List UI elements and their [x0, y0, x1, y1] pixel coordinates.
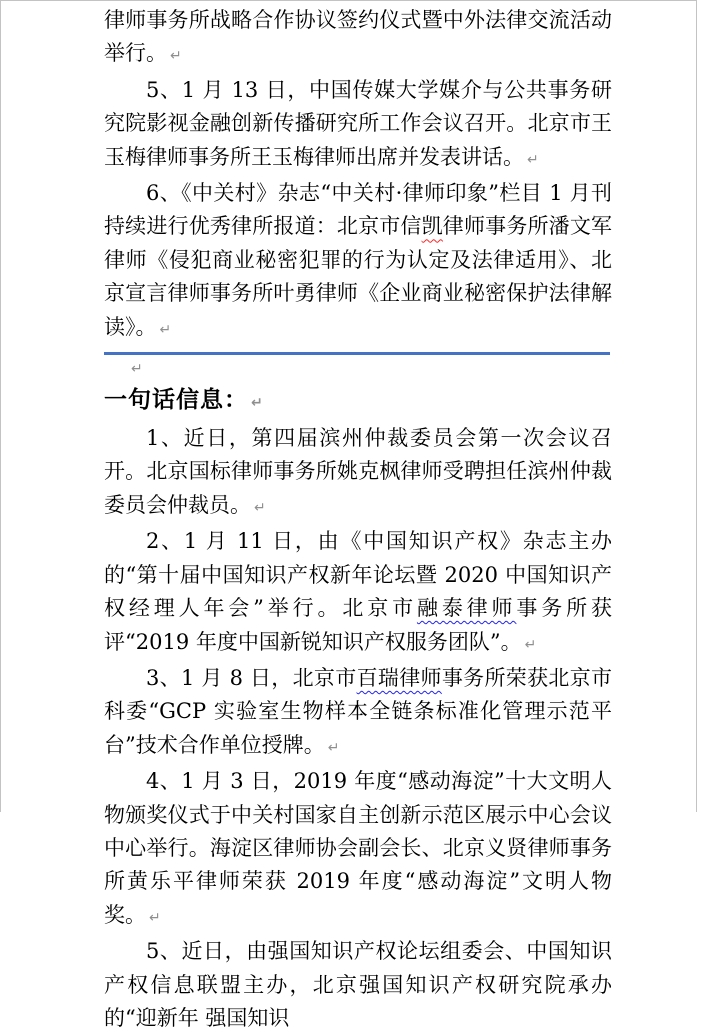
body-paragraph	[104, 177, 612, 347]
text-run: 律师事务所潘文军律师《侵犯商业秘密犯罪的行为认定及法律适用》、北京宣言律师事务所叶勇律师《企业商业秘密保护法律解读》。	[104, 214, 613, 339]
spellcheck-blue-wavy-text: 百瑞律师	[356, 665, 442, 690]
body-paragraph	[104, 422, 612, 525]
text-run: 事务所荣获北京市科委“GCP 实验室生物样本全链条标准化管理示范平台”技术合作单位授牌。	[104, 665, 613, 757]
paragraph-mark-icon: ↵	[524, 636, 537, 653]
paragraph-mark-icon: ↵	[170, 48, 182, 65]
paragraph-mark-icon: ↵	[254, 499, 266, 516]
spellcheck-red-wavy-text: 凯	[421, 214, 443, 239]
text-run: 3、1 月 8 日，北京市	[146, 665, 357, 690]
text-run: 2、1 月 11 日，由《中国知识产权》杂志主办的“第十届中国知识产权新年论坛暨 2020 中国知识产权经理人年会”举行。北京市	[104, 529, 612, 621]
text-run: 6、《中关村》杂志“中关村·律师印象”栏目 1 月刊持续进行优秀律所报道：北京市信	[104, 181, 612, 239]
paragraph-mark-icon: ↵	[159, 321, 172, 338]
body-paragraph	[104, 525, 612, 662]
body-paragraph	[104, 662, 612, 765]
text-run: 5、1 月 13 日，中国传媒大学媒介与公共事务研究院影视金融创新传播研究所工作会议召开。北京市王玉梅律师事务所王玉梅律师出席并发表讲话。	[104, 77, 612, 169]
body-paragraph	[104, 765, 612, 935]
paragraph-mark-icon: ↵	[327, 739, 340, 756]
text-run: 5、近日，由强国知识产权论坛组委会、中国知识产权信息联盟主办，北京强国知识产权研究院承办的“迎新年 强国知识	[104, 939, 612, 1030]
section-heading	[104, 381, 612, 422]
text-run: 4、1 月 3 日，2019 年度“感动海淀”十大文明人物颁奖仪式于中关村国家自主创新示范区展示中心会议中心举行。海淀区律师协会副会长、北京义贤律师事务所黄乐平律师荣获 2019 年度“感动海淀”文明人物奖。	[104, 769, 612, 927]
body-paragraph	[104, 935, 612, 1035]
spellcheck-blue-wavy-text: 融泰律师	[416, 596, 517, 621]
paragraph-mark-icon: ↵	[149, 909, 161, 926]
paragraph-mark-icon: ↵	[251, 395, 264, 412]
text-run: 1、近日，第四届滨州仲裁委员会第一次会议召开。北京国标律师事务所姚克枫律师受聘担任滨州仲裁委员会仲裁员。	[104, 426, 612, 517]
body-paragraph	[104, 4, 612, 74]
empty-paragraph	[104, 355, 612, 381]
text-run: 律师事务所战略合作协议签约仪式暨中外法律交流活动举行。	[104, 8, 612, 66]
text-run: 一句话信息：	[104, 387, 248, 414]
paragraph-mark-icon: ↵	[131, 361, 143, 378]
body-paragraph	[104, 74, 612, 177]
text-run: 事务所获评“2019 年度中国新锐知识产权服务团队”。	[104, 596, 612, 654]
document-body	[1, 1, 612, 1035]
paragraph-mark-icon: ↵	[527, 151, 539, 168]
